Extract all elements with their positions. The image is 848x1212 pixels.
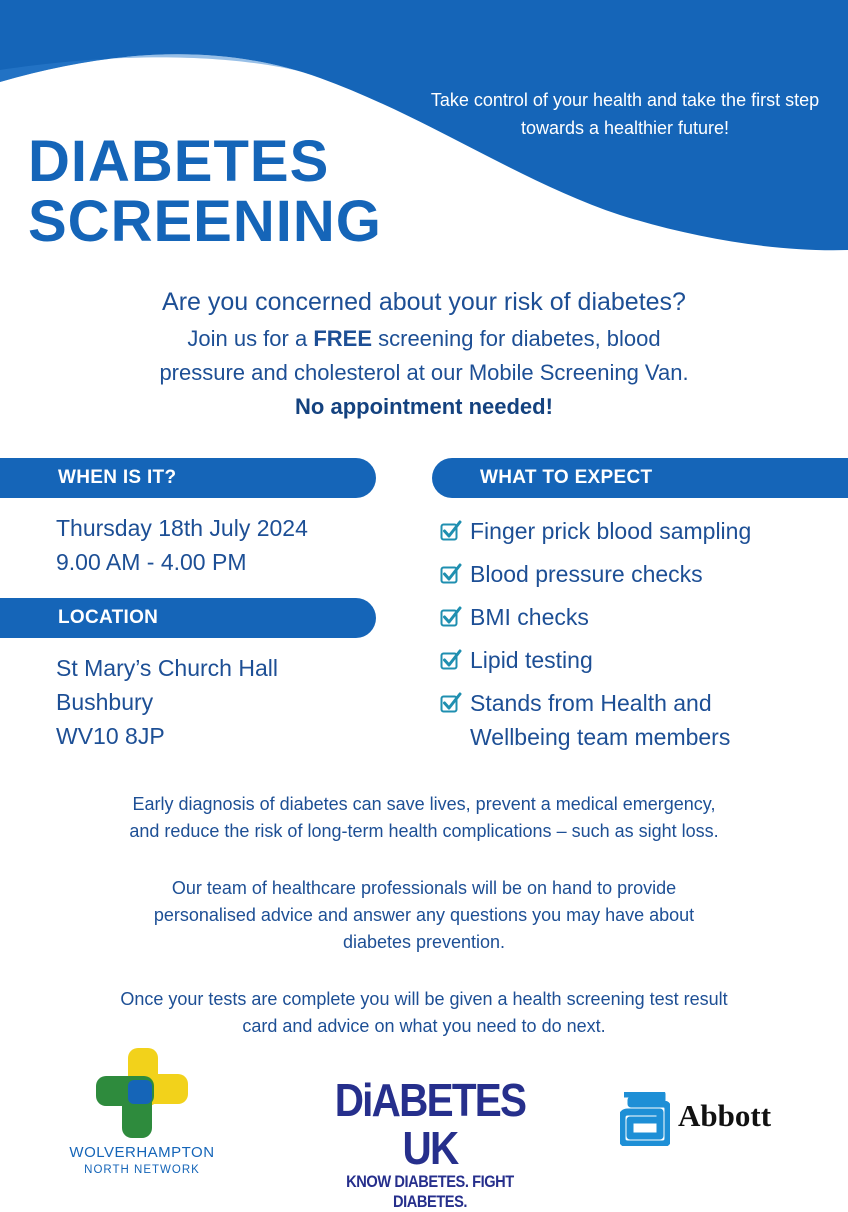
title-line-1: DIABETES [28, 129, 330, 194]
para-line: diabetes prevention. [342, 932, 506, 952]
intro-join-suffix: screening for diabetes, blood [372, 326, 661, 351]
expect-item-label-cont: Wellbeing team members [470, 724, 731, 750]
expect-item-label: BMI checks [470, 604, 589, 630]
intro-free: FREE [313, 326, 372, 351]
wnn-cross-logo [92, 1048, 192, 1140]
expect-item-label: Finger prick blood sampling [470, 518, 752, 544]
para-line: Our team of healthcare professionals will be on hand to provide [171, 878, 677, 898]
intro-join-line2: pressure and cholesterol at our Mobile Screening Van. [159, 360, 689, 385]
intro-block [0, 284, 848, 424]
expect-item [440, 600, 751, 634]
abbott-wordmark: Abbott [678, 1098, 772, 1133]
para-line: personalised advice and answer any questions you may have about [153, 905, 695, 925]
checkbox-icon [440, 520, 462, 542]
page-title [28, 129, 382, 254]
intro-join [0, 322, 848, 390]
abbott-logo [620, 1092, 772, 1151]
para-line: Once your tests are complete you will be given a health screening test result [120, 989, 728, 1009]
duk-wordmark: DiABETES UK [334, 1074, 526, 1174]
early-diagnosis-paragraph [30, 791, 818, 845]
when-heading: WHEN IS IT? [0, 458, 376, 498]
expect-list [440, 514, 751, 763]
checkbox-icon [440, 692, 462, 714]
expect-item-label: Stands from Health and [470, 690, 712, 716]
header-tagline: Take control of your health and take the first step towards a healthier future! [430, 90, 820, 138]
expect-item [440, 557, 751, 591]
abbott-logo-icon [620, 1092, 670, 1146]
event-time: 9.00 AM - 4.00 PM [56, 549, 247, 575]
intro-question: Are you concerned about your risk of diabetes? [162, 288, 686, 316]
wnn-subname: NORTH NETWORK [84, 1164, 200, 1176]
expect-heading: WHAT TO EXPECT [432, 458, 848, 498]
location-line-1: St Mary’s Church Hall [56, 655, 278, 681]
checkbox-icon [440, 606, 462, 628]
para-line: Early diagnosis of diabetes can save lives, prevent a medical emergency, [132, 794, 716, 814]
team-paragraph [30, 875, 818, 956]
location-line-3: WV10 8JP [56, 723, 165, 749]
wnn-name: WOLVERHAMPTON [69, 1144, 215, 1161]
para-line: and reduce the risk of long-term health complications – such as sight loss. [129, 821, 719, 841]
diabetes-uk-logo [312, 1076, 548, 1212]
results-paragraph [30, 986, 818, 1040]
event-date: Thursday 18th July 2024 [56, 515, 308, 541]
intro-join-prefix: Join us for a [187, 326, 314, 351]
checkbox-icon [440, 563, 462, 585]
duk-slogan: KNOW DIABETES. FIGHT DIABETES. [346, 1172, 514, 1211]
expect-item-label: Lipid testing [470, 647, 593, 673]
location-heading: LOCATION [0, 598, 376, 638]
wolverhampton-north-network-logo [62, 1048, 222, 1178]
expect-item [440, 643, 751, 677]
title-line-2: SCREENING [28, 189, 382, 254]
location-line-2: Bushbury [56, 689, 154, 715]
when-details [56, 511, 308, 579]
no-appointment-note: No appointment needed! [295, 394, 553, 419]
location-details [56, 651, 278, 753]
checkbox-icon [440, 649, 462, 671]
para-line: card and advice on what you need to do next. [242, 1016, 606, 1036]
expect-item-label: Blood pressure checks [470, 561, 703, 587]
expect-item [440, 686, 751, 754]
expect-item [440, 514, 751, 548]
